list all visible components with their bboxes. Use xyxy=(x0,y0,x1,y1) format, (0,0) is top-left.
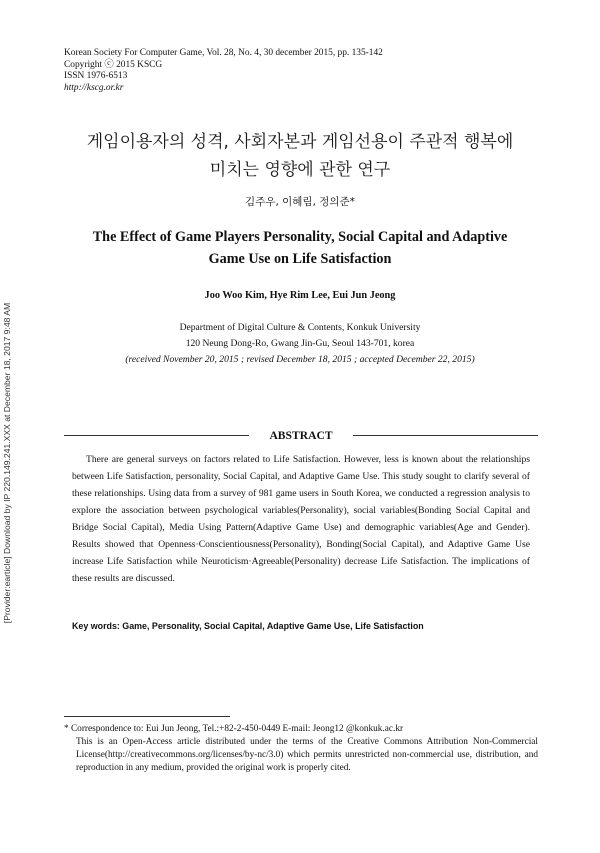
english-title-line-2: Game Use on Life Satisfaction xyxy=(208,251,392,267)
abstract-rule-left xyxy=(64,435,249,436)
download-stamp-text: [Provider:earticle] Download by IP 220.149.241.XXX at December 18, 2017 9:48 AM xyxy=(2,302,13,624)
footnote-divider xyxy=(64,716,230,717)
journal-url-link[interactable]: http://kscg.or.kr xyxy=(64,82,124,93)
journal-header xyxy=(64,48,383,94)
abstract-rule-right xyxy=(353,435,538,436)
keywords: Key words: Game, Personality, Social Capital, Adaptive Game Use, Life Satisfaction xyxy=(72,621,424,631)
journal-citation: Korean Society For Computer Game, Vol. 28, No. 4, 30 december 2015, pp. 135-142 xyxy=(64,48,383,58)
correspondence-note: * Correspondence to: Eui Jun Jeong, Tel.:+82-2-450-0449 E-mail: Jeong12 @konkuk.ac.kr xyxy=(64,724,404,734)
copyright-line: Copyright ⓒ 2015 KSCG xyxy=(64,59,163,70)
english-title xyxy=(60,226,540,270)
english-title-line-1: The Effect of Game Players Personality, Social Capital and Adaptive xyxy=(92,229,508,245)
korean-title xyxy=(40,128,560,184)
english-authors: Joo Woo Kim, Hye Rim Lee, Eui Jun Jeong xyxy=(204,290,396,301)
received-dates: (received November 20, 2015 ; revised December 18, 2015 ; accepted December 22, 2015) xyxy=(125,354,475,365)
department: Department of Digital Culture & Contents, Konkuk University xyxy=(179,322,421,333)
abstract-heading xyxy=(64,429,538,442)
address: 120 Neung Dong-Ro, Gwang Jin-Gu, Seoul 143-701, korea xyxy=(185,338,415,349)
license-note: This is an Open-Access article distributed under the terms of the Creative Commons Attribution Non-Commercial License(http://creativecommons.org/licenses/by-nc/3.0) which permits unrestricted non-commercial use, distribution, and reproduction in any medium, provided the original work is properly cited. xyxy=(76,737,538,773)
footnote xyxy=(64,723,538,775)
abstract-heading-label: ABSTRACT xyxy=(269,429,333,442)
korean-title-line-2: 미치는 영향에 관한 연구 xyxy=(209,160,391,180)
abstract-text: There are general surveys on factors related to Life Satisfaction. However, less is known about the relationships between Life Satisfaction, personality, Social Capital, and Adaptive Game Use. This study sought to clarify several of these relationships. Using data from a survey of 981 game users in South Korea, we conducted a regression analysis to explore the association between psychological variables(Personality), social variables(Bonding Social Capital and Bridge Social Capital), Media Using Pattern(Adaptive Game Use) and demographic variables(Age and Gender). Results showed that Openness·Conscientiousness(Personality), Bonding(Social Capital), and Adaptive Game Use increase Life Satisfaction while Neuroticism·Agreeable(Personality) decrease Life Satisfaction. The implications of these results are discussed. xyxy=(72,454,530,584)
issn-line: ISSN 1976-6513 xyxy=(64,71,128,82)
affiliation xyxy=(0,320,600,368)
korean-authors: 김주우, 이혜림, 정의준* xyxy=(245,196,355,208)
korean-title-line-1: 게임이용자의 성격, 사회자본과 게임선용이 주관적 행복에 xyxy=(86,132,514,152)
